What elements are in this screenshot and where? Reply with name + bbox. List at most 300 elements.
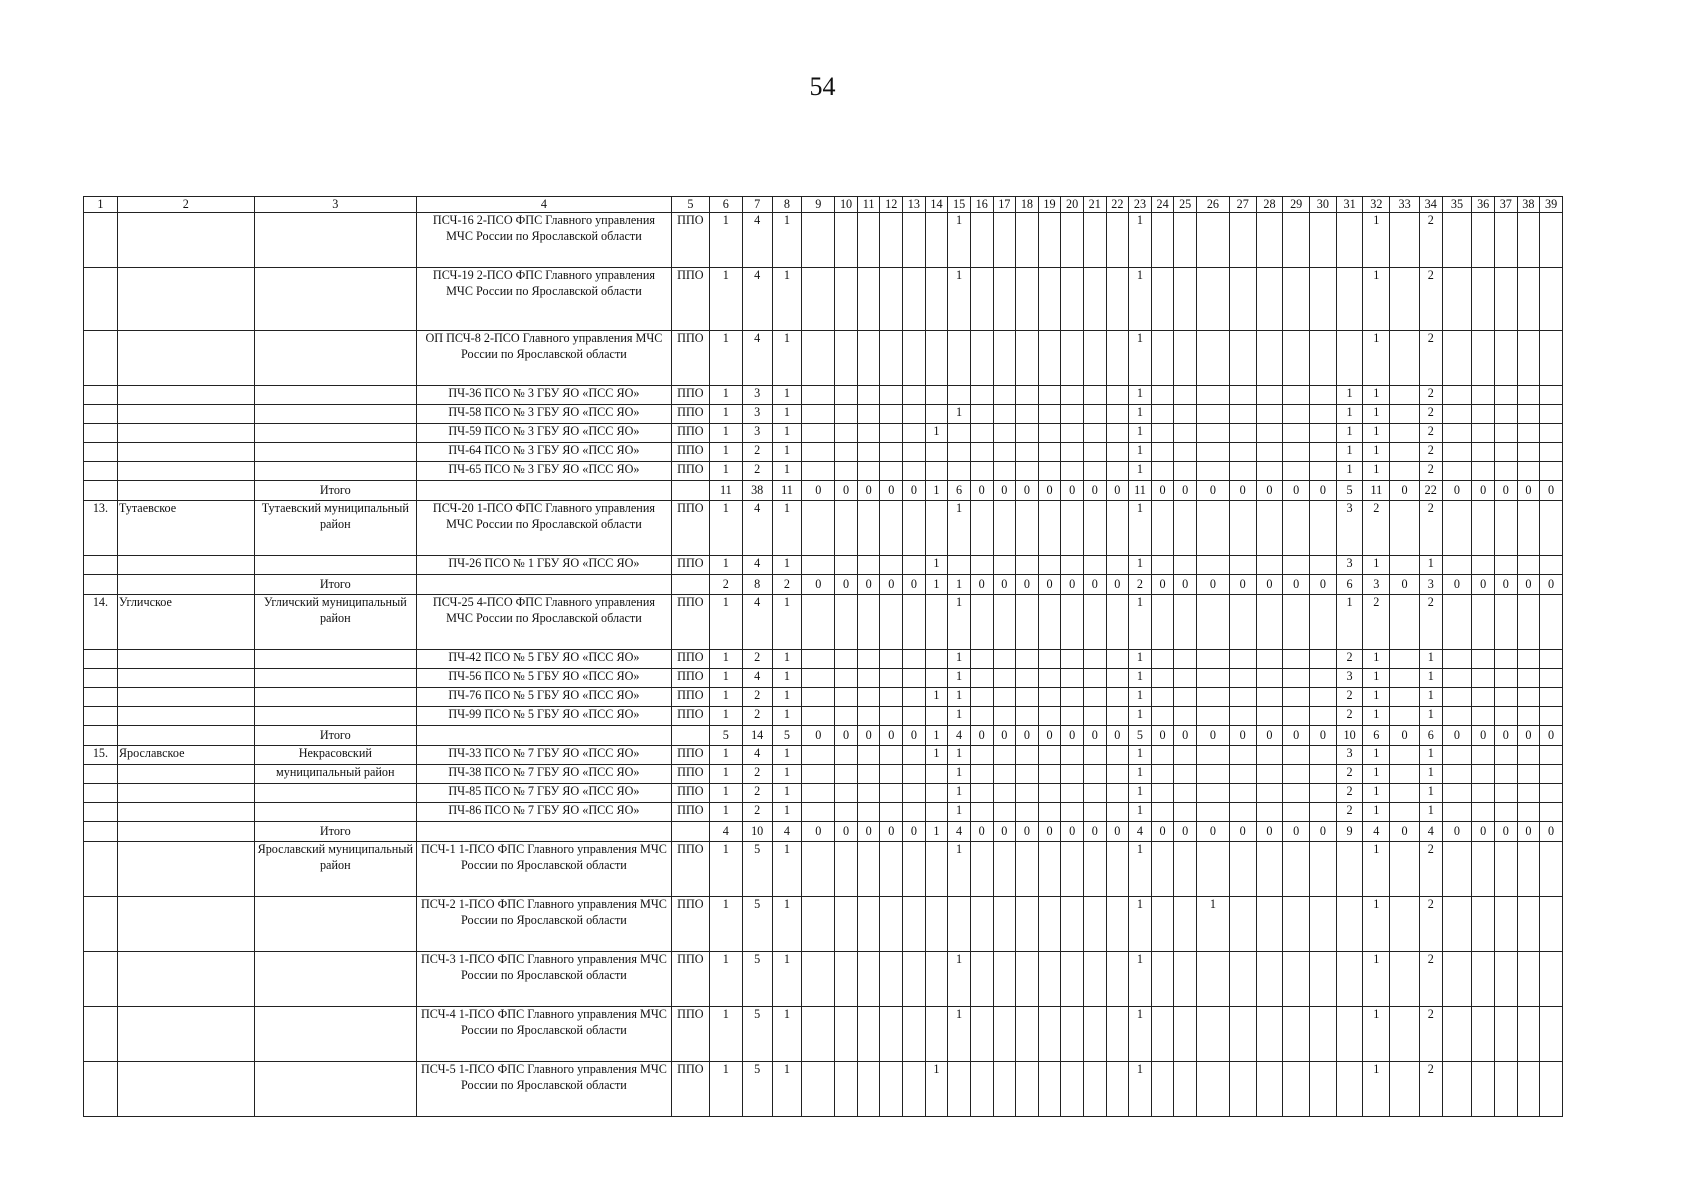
value-cell-col-13: [903, 842, 926, 897]
value-cell-col-8: 1: [772, 1007, 802, 1062]
value-cell-col-34: 2: [1419, 386, 1442, 405]
value-cell-col-38: [1517, 424, 1540, 443]
value-cell-col-17: [993, 842, 1016, 897]
district-cell: [117, 669, 254, 688]
value-cell-col-21: [1083, 669, 1106, 688]
value-cell-col-16: 0: [970, 726, 993, 746]
value-cell-col-15: 1: [948, 595, 971, 650]
municipality-cell: [254, 650, 416, 669]
value-cell-col-28: [1256, 405, 1283, 424]
value-cell-col-12: [880, 501, 903, 556]
value-cell-col-11: [857, 213, 880, 268]
value-cell-col-28: [1256, 213, 1283, 268]
value-cell-col-12: [880, 765, 903, 784]
unit-name-cell: ПЧ-64 ПСО № 3 ГБУ ЯО «ПСС ЯО»: [416, 443, 671, 462]
value-cell-col-23: 1: [1129, 268, 1152, 331]
municipality-cell: [254, 268, 416, 331]
value-cell-col-31: 3: [1336, 501, 1363, 556]
value-cell-col-22: [1106, 331, 1129, 386]
value-cell-col-10: [835, 765, 858, 784]
value-cell-col-9: [802, 595, 835, 650]
column-number-38: 38: [1517, 197, 1540, 213]
value-cell-col-35: [1442, 688, 1472, 707]
value-cell-col-16: [970, 707, 993, 726]
value-cell-col-39: [1540, 952, 1563, 1007]
value-cell-col-9: [802, 556, 835, 575]
value-cell-col-18: [1016, 213, 1039, 268]
value-cell-col-19: [1038, 952, 1061, 1007]
value-cell-col-31: 6: [1336, 575, 1363, 595]
value-cell-col-13: [903, 952, 926, 1007]
value-cell-col-18: [1016, 746, 1039, 765]
value-cell-col-32: 1: [1363, 952, 1390, 1007]
value-cell-col-22: [1106, 952, 1129, 1007]
municipality-cell: [254, 443, 416, 462]
value-cell-col-8: 1: [772, 268, 802, 331]
value-cell-col-33: [1390, 688, 1420, 707]
value-cell-col-9: [802, 707, 835, 726]
value-cell-col-21: [1083, 1062, 1106, 1117]
value-cell-col-13: 0: [903, 575, 926, 595]
value-cell-col-10: [835, 213, 858, 268]
value-cell-col-27: [1229, 424, 1256, 443]
value-cell-col-8: 1: [772, 952, 802, 1007]
value-cell-col-24: [1151, 688, 1174, 707]
value-cell-col-39: [1540, 268, 1563, 331]
unit-type-cell: [671, 726, 709, 746]
value-cell-col-9: 0: [802, 575, 835, 595]
column-number-30: 30: [1310, 197, 1337, 213]
value-cell-col-31: 2: [1336, 803, 1363, 822]
value-cell-col-16: [970, 405, 993, 424]
unit-type-cell: ППО: [671, 897, 709, 952]
value-cell-col-6: 1: [709, 952, 742, 1007]
value-cell-col-14: [925, 669, 948, 688]
value-cell-col-32: 1: [1363, 707, 1390, 726]
value-cell-col-35: 0: [1442, 481, 1472, 501]
value-cell-col-7: 2: [742, 803, 772, 822]
value-cell-col-12: [880, 405, 903, 424]
value-cell-col-29: [1283, 462, 1310, 481]
value-cell-col-29: [1283, 952, 1310, 1007]
value-cell-col-9: [802, 688, 835, 707]
municipality-cell: Итого: [254, 822, 416, 842]
district-cell: [117, 688, 254, 707]
value-cell-col-20: [1061, 443, 1084, 462]
value-cell-col-28: 0: [1256, 481, 1283, 501]
column-number-33: 33: [1390, 197, 1420, 213]
value-cell-col-27: 0: [1229, 822, 1256, 842]
value-cell-col-15: [948, 556, 971, 575]
district-cell: [117, 952, 254, 1007]
value-cell-col-32: 1: [1363, 842, 1390, 897]
value-cell-col-33: [1390, 707, 1420, 726]
unit-type-cell: ППО: [671, 386, 709, 405]
value-cell-col-15: 4: [948, 726, 971, 746]
column-number-2: 2: [117, 197, 254, 213]
value-cell-col-25: 0: [1174, 822, 1197, 842]
value-cell-col-15: 1: [948, 575, 971, 595]
row-number-cell: [84, 331, 118, 386]
value-cell-col-32: 3: [1363, 575, 1390, 595]
unit-name-cell: ПЧ-38 ПСО № 7 ГБУ ЯО «ПСС ЯО»: [416, 765, 671, 784]
district-cell: [117, 803, 254, 822]
value-cell-col-37: [1494, 556, 1517, 575]
value-cell-col-22: 0: [1106, 726, 1129, 746]
value-cell-col-31: [1336, 842, 1363, 897]
value-cell-col-8: 11: [772, 481, 802, 501]
value-cell-col-35: [1442, 268, 1472, 331]
value-cell-col-28: 0: [1256, 575, 1283, 595]
unit-type-cell: ППО: [671, 803, 709, 822]
table-row: [84, 443, 1563, 462]
value-cell-col-16: [970, 1062, 993, 1117]
value-cell-col-32: 11: [1363, 481, 1390, 501]
value-cell-col-10: [835, 595, 858, 650]
value-cell-col-24: [1151, 746, 1174, 765]
value-cell-col-12: [880, 331, 903, 386]
municipality-cell: Итого: [254, 481, 416, 501]
value-cell-col-38: [1517, 784, 1540, 803]
value-cell-col-34: 22: [1419, 481, 1442, 501]
value-cell-col-38: [1517, 556, 1540, 575]
value-cell-col-7: 4: [742, 595, 772, 650]
value-cell-col-19: [1038, 765, 1061, 784]
value-cell-col-28: [1256, 268, 1283, 331]
value-cell-col-10: [835, 268, 858, 331]
value-cell-col-32: 1: [1363, 746, 1390, 765]
value-cell-col-15: [948, 897, 971, 952]
municipality-cell: Ярославский муниципальный район: [254, 842, 416, 897]
value-cell-col-18: [1016, 842, 1039, 897]
value-cell-col-29: [1283, 746, 1310, 765]
value-cell-col-22: [1106, 765, 1129, 784]
value-cell-col-32: 1: [1363, 784, 1390, 803]
value-cell-col-12: [880, 1007, 903, 1062]
column-number-14: 14: [925, 197, 948, 213]
value-cell-col-28: [1256, 595, 1283, 650]
value-cell-col-34: 2: [1419, 897, 1442, 952]
value-cell-col-23: 1: [1129, 765, 1152, 784]
value-cell-col-20: [1061, 803, 1084, 822]
value-cell-col-22: [1106, 1062, 1129, 1117]
value-cell-col-26: 0: [1196, 575, 1229, 595]
value-cell-col-7: 5: [742, 897, 772, 952]
value-cell-col-26: [1196, 443, 1229, 462]
value-cell-col-19: [1038, 707, 1061, 726]
value-cell-col-37: [1494, 1007, 1517, 1062]
value-cell-col-31: 2: [1336, 688, 1363, 707]
value-cell-col-12: [880, 268, 903, 331]
value-cell-col-28: 0: [1256, 726, 1283, 746]
value-cell-col-24: [1151, 501, 1174, 556]
value-cell-col-30: [1310, 424, 1337, 443]
value-cell-col-38: [1517, 405, 1540, 424]
value-cell-col-23: 1: [1129, 501, 1152, 556]
value-cell-col-12: [880, 803, 903, 822]
value-cell-col-6: 2: [709, 575, 742, 595]
value-cell-col-14: 1: [925, 575, 948, 595]
value-cell-col-24: [1151, 952, 1174, 1007]
value-cell-col-7: 10: [742, 822, 772, 842]
value-cell-col-32: 4: [1363, 822, 1390, 842]
value-cell-col-20: [1061, 1062, 1084, 1117]
value-cell-col-16: [970, 501, 993, 556]
value-cell-col-18: [1016, 897, 1039, 952]
value-cell-col-6: 1: [709, 688, 742, 707]
value-cell-col-20: [1061, 746, 1084, 765]
value-cell-col-11: [857, 803, 880, 822]
value-cell-col-36: [1472, 707, 1495, 726]
value-cell-col-14: [925, 650, 948, 669]
unit-type-cell: [671, 822, 709, 842]
value-cell-col-7: 3: [742, 405, 772, 424]
value-cell-col-10: [835, 842, 858, 897]
value-cell-col-15: 1: [948, 803, 971, 822]
value-cell-col-28: [1256, 669, 1283, 688]
value-cell-col-6: 11: [709, 481, 742, 501]
value-cell-col-24: [1151, 424, 1174, 443]
value-cell-col-6: 1: [709, 556, 742, 575]
value-cell-col-16: [970, 443, 993, 462]
value-cell-col-21: [1083, 784, 1106, 803]
value-cell-col-13: [903, 268, 926, 331]
value-cell-col-15: [948, 443, 971, 462]
row-number-cell: [84, 688, 118, 707]
value-cell-col-32: 1: [1363, 803, 1390, 822]
unit-name-cell: ПЧ-99 ПСО № 5 ГБУ ЯО «ПСС ЯО»: [416, 707, 671, 726]
value-cell-col-11: [857, 268, 880, 331]
value-cell-col-37: [1494, 386, 1517, 405]
value-cell-col-12: 0: [880, 726, 903, 746]
value-cell-col-23: 2: [1129, 575, 1152, 595]
unit-name-cell: ПСЧ-20 1-ПСО ФПС Главного управления МЧС России по Ярославской области: [416, 501, 671, 556]
value-cell-col-14: [925, 803, 948, 822]
value-cell-col-16: [970, 650, 993, 669]
value-cell-col-37: [1494, 650, 1517, 669]
row-number-cell: [84, 556, 118, 575]
value-cell-col-39: [1540, 784, 1563, 803]
value-cell-col-26: [1196, 405, 1229, 424]
unit-type-cell: ППО: [671, 1062, 709, 1117]
value-cell-col-27: [1229, 952, 1256, 1007]
value-cell-col-18: [1016, 688, 1039, 707]
value-cell-col-9: [802, 803, 835, 822]
value-cell-col-15: 1: [948, 268, 971, 331]
value-cell-col-9: [802, 669, 835, 688]
unit-name-cell: ПЧ-59 ПСО № 3 ГБУ ЯО «ПСС ЯО»: [416, 424, 671, 443]
value-cell-col-32: 1: [1363, 1007, 1390, 1062]
value-cell-col-37: [1494, 501, 1517, 556]
value-cell-col-30: [1310, 784, 1337, 803]
value-cell-col-27: [1229, 213, 1256, 268]
value-cell-col-33: [1390, 952, 1420, 1007]
value-cell-col-15: 4: [948, 822, 971, 842]
district-cell: [117, 424, 254, 443]
value-cell-col-8: 1: [772, 1062, 802, 1117]
value-cell-col-38: [1517, 595, 1540, 650]
value-cell-col-16: 0: [970, 481, 993, 501]
value-cell-col-7: 5: [742, 842, 772, 897]
value-cell-col-27: 0: [1229, 481, 1256, 501]
value-cell-col-36: [1472, 897, 1495, 952]
value-cell-col-14: [925, 501, 948, 556]
value-cell-col-32: 1: [1363, 765, 1390, 784]
value-cell-col-14: 1: [925, 424, 948, 443]
value-cell-col-13: [903, 443, 926, 462]
value-cell-col-28: [1256, 707, 1283, 726]
value-cell-col-34: 2: [1419, 595, 1442, 650]
value-cell-col-8: 1: [772, 650, 802, 669]
value-cell-col-7: 2: [742, 443, 772, 462]
value-cell-col-17: [993, 688, 1016, 707]
value-cell-col-32: 1: [1363, 897, 1390, 952]
value-cell-col-34: 1: [1419, 746, 1442, 765]
value-cell-col-37: [1494, 707, 1517, 726]
value-cell-col-17: [993, 803, 1016, 822]
value-cell-col-18: [1016, 501, 1039, 556]
value-cell-col-6: 5: [709, 726, 742, 746]
value-cell-col-28: [1256, 688, 1283, 707]
value-cell-col-32: 1: [1363, 462, 1390, 481]
value-cell-col-7: 4: [742, 556, 772, 575]
value-cell-col-15: [948, 424, 971, 443]
value-cell-col-20: 0: [1061, 575, 1084, 595]
value-cell-col-27: [1229, 897, 1256, 952]
value-cell-col-34: 1: [1419, 650, 1442, 669]
value-cell-col-38: [1517, 462, 1540, 481]
value-cell-col-33: [1390, 1007, 1420, 1062]
value-cell-col-20: [1061, 462, 1084, 481]
value-cell-col-28: [1256, 897, 1283, 952]
value-cell-col-35: [1442, 765, 1472, 784]
value-cell-col-11: [857, 897, 880, 952]
value-cell-col-11: [857, 443, 880, 462]
unit-type-cell: [671, 481, 709, 501]
value-cell-col-29: [1283, 331, 1310, 386]
value-cell-col-29: [1283, 556, 1310, 575]
value-cell-col-35: [1442, 556, 1472, 575]
value-cell-col-20: [1061, 424, 1084, 443]
value-cell-col-12: [880, 897, 903, 952]
value-cell-col-18: [1016, 462, 1039, 481]
column-number-13: 13: [903, 197, 926, 213]
value-cell-col-36: [1472, 405, 1495, 424]
unit-name-cell: ПСЧ-3 1-ПСО ФПС Главного управления МЧС России по Ярославской области: [416, 952, 671, 1007]
municipality-cell: [254, 707, 416, 726]
value-cell-col-18: [1016, 952, 1039, 1007]
column-number-27: 27: [1229, 197, 1256, 213]
value-cell-col-28: [1256, 556, 1283, 575]
value-cell-col-16: [970, 462, 993, 481]
value-cell-col-7: 38: [742, 481, 772, 501]
value-cell-col-24: [1151, 595, 1174, 650]
table-row: [84, 213, 1563, 268]
value-cell-col-20: 0: [1061, 822, 1084, 842]
value-cell-col-20: [1061, 669, 1084, 688]
value-cell-col-22: [1106, 268, 1129, 331]
value-cell-col-37: 0: [1494, 726, 1517, 746]
value-cell-col-21: [1083, 443, 1106, 462]
table-row: [84, 765, 1563, 784]
value-cell-col-11: [857, 842, 880, 897]
value-cell-col-16: [970, 765, 993, 784]
value-cell-col-22: [1106, 897, 1129, 952]
row-number-cell: [84, 822, 118, 842]
district-cell: [117, 331, 254, 386]
value-cell-col-39: [1540, 595, 1563, 650]
value-cell-col-31: 9: [1336, 822, 1363, 842]
district-cell: [117, 1062, 254, 1117]
value-cell-col-28: [1256, 746, 1283, 765]
value-cell-col-29: [1283, 803, 1310, 822]
municipality-cell: [254, 331, 416, 386]
value-cell-col-11: [857, 669, 880, 688]
value-cell-col-16: [970, 842, 993, 897]
value-cell-col-9: [802, 952, 835, 1007]
value-cell-col-31: [1336, 897, 1363, 952]
value-cell-col-15: 1: [948, 501, 971, 556]
value-cell-col-11: [857, 707, 880, 726]
value-cell-col-35: [1442, 1062, 1472, 1117]
column-number-row: [84, 197, 1563, 213]
value-cell-col-31: 3: [1336, 669, 1363, 688]
value-cell-col-23: 1: [1129, 213, 1152, 268]
municipality-cell: [254, 556, 416, 575]
value-cell-col-29: 0: [1283, 822, 1310, 842]
value-cell-col-19: [1038, 784, 1061, 803]
value-cell-col-30: [1310, 707, 1337, 726]
value-cell-col-27: [1229, 1007, 1256, 1062]
value-cell-col-22: 0: [1106, 575, 1129, 595]
value-cell-col-20: [1061, 268, 1084, 331]
value-cell-col-31: 2: [1336, 650, 1363, 669]
value-cell-col-17: [993, 765, 1016, 784]
value-cell-col-35: [1442, 386, 1472, 405]
value-cell-col-17: [993, 1007, 1016, 1062]
value-cell-col-30: [1310, 746, 1337, 765]
value-cell-col-34: 1: [1419, 765, 1442, 784]
value-cell-col-18: 0: [1016, 575, 1039, 595]
value-cell-col-22: [1106, 595, 1129, 650]
value-cell-col-26: [1196, 1062, 1229, 1117]
value-cell-col-27: [1229, 595, 1256, 650]
value-cell-col-38: [1517, 765, 1540, 784]
row-number-cell: [84, 481, 118, 501]
value-cell-col-33: [1390, 462, 1420, 481]
value-cell-col-23: 1: [1129, 650, 1152, 669]
value-cell-col-20: [1061, 650, 1084, 669]
value-cell-col-21: [1083, 650, 1106, 669]
value-cell-col-27: [1229, 784, 1256, 803]
value-cell-col-12: [880, 707, 903, 726]
value-cell-col-15: [948, 386, 971, 405]
value-cell-col-30: 0: [1310, 822, 1337, 842]
value-cell-col-39: [1540, 556, 1563, 575]
value-cell-col-17: [993, 331, 1016, 386]
value-cell-col-29: [1283, 669, 1310, 688]
value-cell-col-25: [1174, 1007, 1197, 1062]
value-cell-col-22: [1106, 650, 1129, 669]
value-cell-col-9: [802, 746, 835, 765]
value-cell-col-19: [1038, 842, 1061, 897]
value-cell-col-23: 1: [1129, 1062, 1152, 1117]
value-cell-col-33: [1390, 784, 1420, 803]
table-row: [84, 1062, 1563, 1117]
unit-name-cell: ПЧ-85 ПСО № 7 ГБУ ЯО «ПСС ЯО»: [416, 784, 671, 803]
district-cell: [117, 726, 254, 746]
value-cell-col-19: [1038, 669, 1061, 688]
